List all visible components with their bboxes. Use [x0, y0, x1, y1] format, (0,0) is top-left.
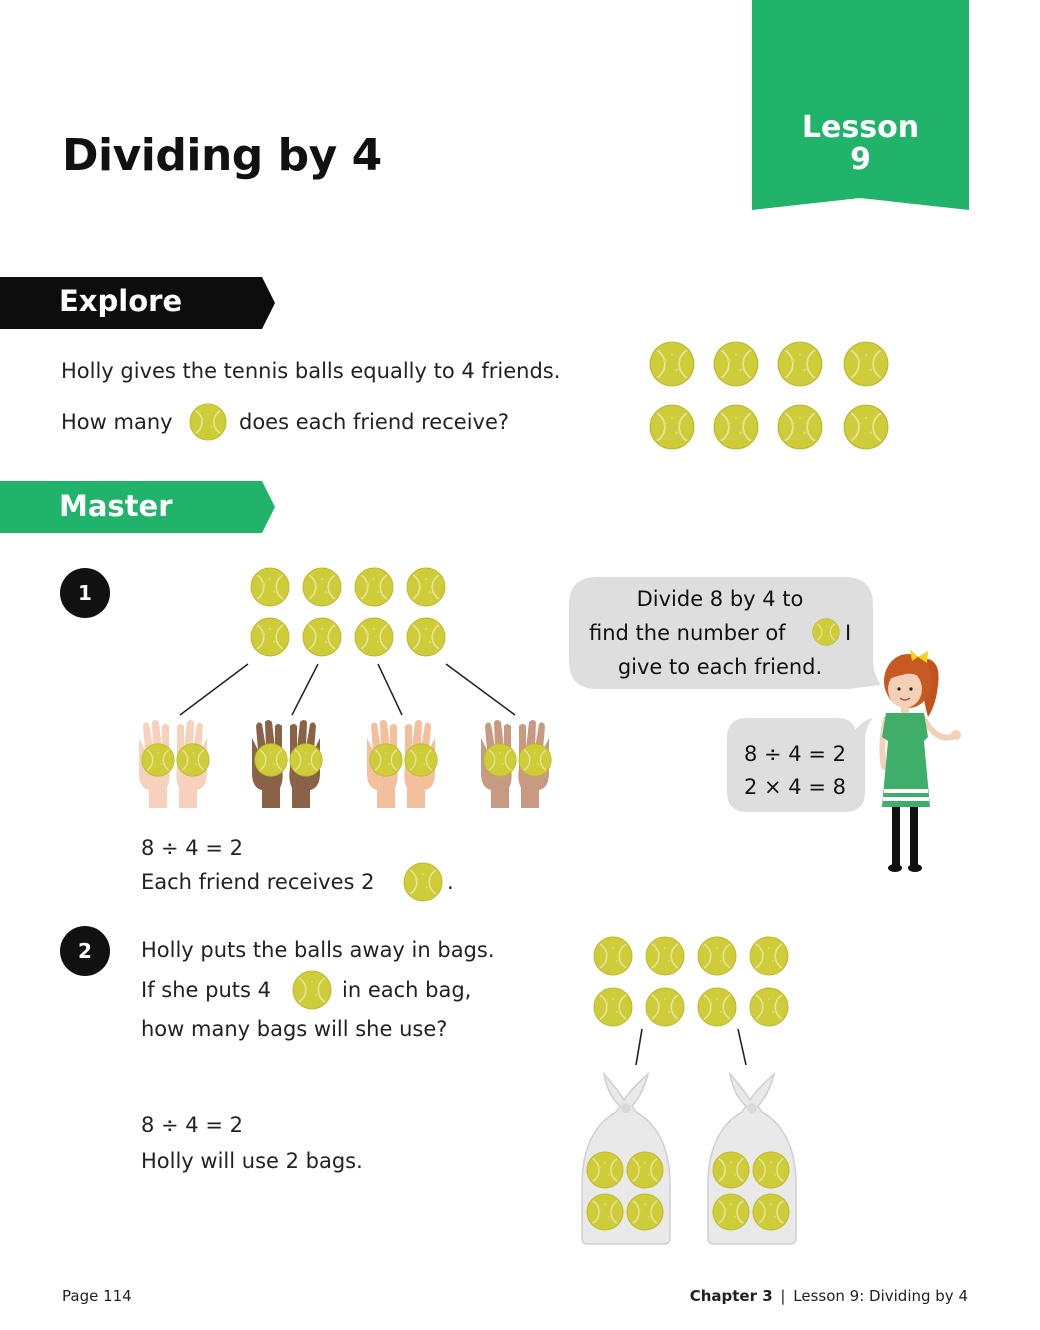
speech-line-3: give to each friend. [617, 655, 823, 679]
tennis-ball-icon [843, 404, 889, 450]
master-heading: Master [59, 489, 173, 523]
tennis-ball-icon [403, 862, 443, 902]
explore-line-1: Holly gives the tennis balls equally to 4 friends. [61, 359, 561, 383]
speech-line-2-start: find the number of [589, 621, 786, 645]
page-number: Page 114 [62, 1287, 132, 1305]
tennis-ball-icon [713, 341, 759, 387]
footer-lesson-label: Lesson 9: Dividing by 4 [793, 1287, 968, 1305]
tennis-ball-icon [593, 987, 633, 1027]
tennis-ball-icon [812, 618, 840, 646]
q2-connector-lines [620, 1025, 760, 1070]
tennis-ball-icon [404, 743, 438, 777]
tennis-ball-icon [843, 341, 889, 387]
explore-line-2-start: How many [61, 410, 173, 434]
thought-line-1: 8 ÷ 4 = 2 [744, 742, 846, 766]
tennis-ball-icon [752, 1193, 790, 1231]
tennis-ball-icon [406, 567, 446, 607]
q2-ball-grid [593, 936, 793, 1028]
q2-answer: Holly will use 2 bags. [141, 1149, 363, 1173]
tennis-ball-icon [593, 936, 633, 976]
tennis-ball-icon [649, 404, 695, 450]
question-2-number: 2 [60, 926, 110, 976]
tennis-ball-icon [302, 567, 342, 607]
lesson-flag [752, 0, 969, 210]
tennis-ball-icon [697, 936, 737, 976]
tennis-ball-icon [626, 1151, 664, 1189]
tennis-ball-icon [697, 987, 737, 1027]
q1-answer-end: . [447, 870, 454, 894]
footer-chapter-label: Chapter 3 [689, 1287, 773, 1305]
tennis-ball-icon [645, 987, 685, 1027]
tennis-ball-icon [626, 1193, 664, 1231]
tennis-ball-icon [777, 404, 823, 450]
q1-hands-group [135, 718, 565, 810]
tennis-ball-icon [254, 743, 288, 777]
speech-line-1: Divide 8 by 4 to [636, 587, 804, 611]
tennis-ball-icon [292, 970, 332, 1010]
q2-equation: 8 ÷ 4 = 2 [141, 1113, 243, 1137]
tennis-ball-icon [713, 404, 759, 450]
tennis-ball-icon [752, 1151, 790, 1189]
tennis-ball-icon [518, 743, 552, 777]
tennis-ball-icon [141, 743, 175, 777]
q1-connector-lines [170, 660, 530, 720]
speech-line-2-end: I [845, 621, 852, 645]
explore-line-2-end: does each friend receive? [239, 410, 510, 434]
q2-line-1: Holly puts the balls away in bags. [141, 938, 495, 962]
holly-character [872, 645, 964, 875]
tennis-ball-icon [645, 936, 685, 976]
tennis-ball-icon [250, 567, 290, 607]
tennis-ball-icon [712, 1151, 750, 1189]
lesson-badge [752, 112, 969, 176]
q1-answer-start: Each friend receives 2 [141, 870, 375, 894]
q2-line-2-start: If she puts 4 [141, 978, 271, 1002]
tennis-ball-icon [649, 341, 695, 387]
question-1-number: 1 [60, 568, 110, 618]
footer-divider: | [780, 1287, 786, 1305]
tennis-ball-icon [289, 743, 323, 777]
q2-line-3: how many bags will she use? [141, 1017, 448, 1041]
tennis-ball-icon [354, 617, 394, 657]
tennis-ball-icon [302, 617, 342, 657]
explore-heading: Explore [59, 284, 183, 318]
tennis-ball-icon [586, 1151, 624, 1189]
lesson-number: 9 [850, 142, 871, 177]
tennis-ball-icon [406, 617, 446, 657]
explore-ball-grid [649, 341, 893, 453]
lesson-label: Lesson [801, 110, 920, 145]
page-title: Dividing by 4 [62, 130, 382, 181]
tennis-ball-icon [369, 743, 403, 777]
q2-line-2-end: in each bag, [342, 978, 472, 1002]
tennis-ball-icon [354, 567, 394, 607]
tennis-ball-icon [586, 1193, 624, 1231]
tennis-ball-icon [483, 743, 517, 777]
footer-chapter [690, 1287, 968, 1305]
tennis-ball-icon [749, 936, 789, 976]
tennis-ball-icon [176, 743, 210, 777]
thought-line-2: 2 × 4 = 8 [744, 775, 846, 799]
q1-equation: 8 ÷ 4 = 2 [141, 836, 243, 860]
tennis-ball-icon [749, 987, 789, 1027]
tennis-ball-icon [712, 1193, 750, 1231]
tennis-ball-icon [189, 403, 227, 441]
q1-ball-grid [250, 567, 450, 659]
tennis-ball-icon [777, 341, 823, 387]
tennis-ball-icon [250, 617, 290, 657]
